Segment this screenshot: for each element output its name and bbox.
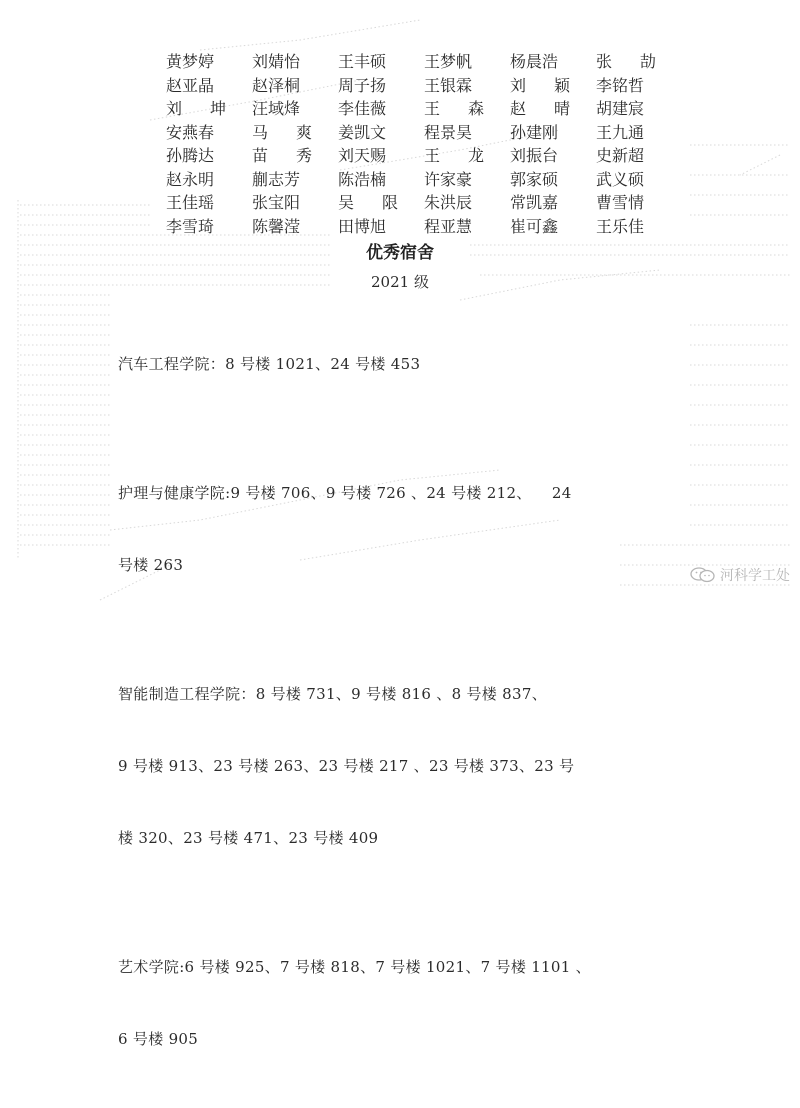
name-cell: 胡建宸 xyxy=(596,99,645,118)
dormitory-entry-nursing xyxy=(118,433,688,625)
wechat-icon xyxy=(690,566,716,584)
entry-line: 智能制造工程学院：8 号楼 731、9 号楼 816 、8 号楼 837、 xyxy=(118,685,547,703)
name-cell: 朱洪辰 xyxy=(424,193,473,212)
name-cell: 陈浩楠 xyxy=(338,169,387,189)
name-cell: 蒯志芳 xyxy=(252,169,301,189)
name-cell: 刘天赐 xyxy=(338,146,387,165)
name-cell: 曹雪情 xyxy=(596,193,645,212)
name-cell: 李佳薇 xyxy=(338,99,387,118)
name-cell: 王 森 xyxy=(424,99,484,118)
dormitory-entry-art xyxy=(118,907,688,1099)
name-cell: 程亚慧 xyxy=(424,216,473,236)
dormitory-list xyxy=(118,304,688,1108)
name-cell: 许家豪 xyxy=(424,169,473,189)
honor-names-grid xyxy=(166,50,666,238)
entry-line: 护理与健康学院:9 号楼 706、9 号楼 726 、24 号楼 212、 24 xyxy=(118,484,572,502)
name-cell: 赵亚晶 xyxy=(166,75,215,95)
name-cell: 孙腾达 xyxy=(166,146,215,165)
name-cell: 汪域烽 xyxy=(252,99,301,118)
name-cell: 武义硕 xyxy=(596,169,645,189)
name-cell: 常凯嘉 xyxy=(510,193,559,212)
name-cell: 郭家硕 xyxy=(510,169,559,189)
name-cell: 王乐佳 xyxy=(596,216,645,236)
name-cell: 史新超 xyxy=(596,146,645,165)
name-cell: 田博旭 xyxy=(338,216,387,236)
section-title: 优秀宿舍 xyxy=(366,243,434,263)
name-cell: 张 劼 xyxy=(596,52,656,71)
name-cell: 杨晨浩 xyxy=(510,52,559,71)
entry-line: 汽车工程学院：8 号楼 1021、24 号楼 453 xyxy=(118,355,421,373)
grade-label: 2021 级 xyxy=(371,273,429,291)
name-cell: 刘 颖 xyxy=(510,75,570,95)
name-cell: 姜凯文 xyxy=(338,122,387,142)
name-cell: 孙建刚 xyxy=(510,122,559,142)
name-cell: 李雪琦 xyxy=(166,216,215,236)
entry-line: 号楼 263 xyxy=(118,556,184,574)
name-cell: 马 爽 xyxy=(252,122,312,142)
name-cell: 黄梦婷 xyxy=(166,52,215,71)
name-cell: 赵永明 xyxy=(166,169,215,189)
name-cell: 王丰硕 xyxy=(338,52,387,71)
name-cell: 王佳瑶 xyxy=(166,193,215,212)
name-cell: 赵 晴 xyxy=(510,99,570,118)
name-cell: 赵泽桐 xyxy=(252,75,301,95)
name-cell: 王梦帆 xyxy=(424,52,473,71)
entry-line: 艺术学院:6 号楼 925、7 号楼 818、7 号楼 1021、7 号楼 1101 、 xyxy=(118,958,591,976)
dormitory-entry-intelligent-manufacturing xyxy=(118,634,688,898)
name-cell: 刘振台 xyxy=(510,146,559,165)
dormitory-entry-automotive xyxy=(118,304,688,424)
watermark xyxy=(690,565,790,585)
name-cell: 张宝阳 xyxy=(252,193,301,212)
name-cell: 刘婧怡 xyxy=(252,52,301,71)
name-cell: 李铭哲 xyxy=(596,75,645,95)
entry-line: 6 号楼 905 xyxy=(118,1030,199,1048)
name-cell: 吴 限 xyxy=(338,193,398,212)
entry-line: 楼 320、23 号楼 471、23 号楼 409 xyxy=(118,829,379,847)
name-cell: 王九通 xyxy=(596,122,645,142)
name-cell: 苗 秀 xyxy=(252,146,312,165)
name-cell: 周子扬 xyxy=(338,75,387,95)
name-cell: 程景昊 xyxy=(424,122,473,142)
name-cell: 刘 坤 xyxy=(166,99,226,118)
name-cell: 崔可鑫 xyxy=(510,216,559,236)
name-cell: 安燕春 xyxy=(166,122,215,142)
watermark-text: 河科学工处 xyxy=(720,568,790,584)
entry-line: 9 号楼 913、23 号楼 263、23 号楼 217 、23 号楼 373、23 号 xyxy=(118,757,575,775)
name-cell: 王 龙 xyxy=(424,146,484,165)
name-cell: 王银霖 xyxy=(424,75,473,95)
name-cell: 陈馨滢 xyxy=(252,216,301,236)
